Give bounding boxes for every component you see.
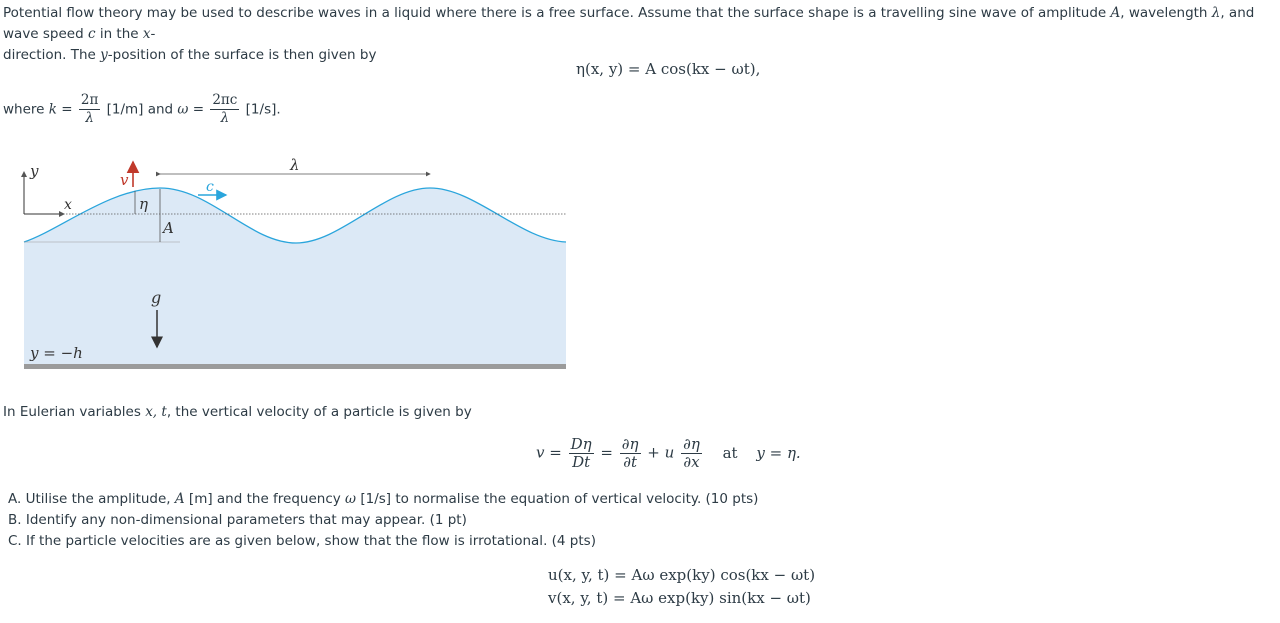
at-text: at: [722, 443, 738, 462]
intro-text: -: [150, 26, 156, 42]
surface-equation: η(x, y) = A cos(kx − ωt),: [576, 60, 761, 78]
k-equals: k =: [48, 101, 73, 118]
bottom-label: y = −h: [30, 344, 83, 362]
partial-x-fraction: [681, 436, 702, 471]
euler-vars: x, t: [145, 404, 167, 420]
u-velocity-equation: u(x, y, t) = Aω exp(ky) cos(kx − ωt): [548, 566, 816, 584]
symbol-c: c: [87, 26, 96, 42]
k-unit: [1/m] and: [102, 101, 178, 118]
omega-numerator: 2πc: [212, 92, 238, 108]
k-numerator: 2π: [80, 92, 99, 108]
intro-text: -position of the surface is then given by: [107, 47, 377, 63]
intro-text: direction. The: [3, 47, 101, 63]
question-c: C. If the particle velocities are as given below, show that the flow is irrotational. (4 pts): [8, 533, 596, 549]
wave-speed-label: c: [206, 179, 214, 195]
k-denominator: λ: [85, 110, 94, 126]
equals-sign: =: [600, 443, 613, 462]
frac-numerator: ∂η: [683, 435, 700, 453]
symbol-y: y: [100, 47, 108, 63]
partial-t-fraction: [620, 436, 641, 471]
question-text: [1/s] to normalise the equation of vertical velocity. (10 pts): [356, 491, 759, 507]
water-region: [24, 188, 566, 365]
euler-text: In Eulerian variables: [3, 404, 146, 420]
omega-equals: ω =: [177, 101, 205, 118]
frac-numerator: ∂η: [621, 435, 639, 453]
frac-denominator: ∂x: [683, 453, 700, 471]
intro-text: , and wave speed: [3, 5, 1255, 42]
frac-denominator: Dt: [572, 453, 591, 471]
omega-unit: [1/s].: [241, 101, 281, 118]
vertical-velocity-equation: [536, 436, 801, 471]
question-b: B. Identify any non-dimensional parameters that may appear. (1 pt): [8, 512, 467, 528]
eta-label: η: [139, 195, 148, 213]
velocity-label: v: [120, 171, 129, 189]
eulerian-paragraph: [3, 402, 1275, 423]
symbol-A: A: [1110, 5, 1121, 21]
intro-text: in the: [95, 26, 143, 42]
bottom-boundary: [24, 364, 566, 369]
omega-fraction: [210, 92, 239, 127]
question-text: A. Utilise the amplitude,: [8, 491, 175, 507]
x-axis-label: x: [64, 197, 72, 213]
intro-paragraph: [3, 3, 1275, 66]
surface-condition: y = η.: [756, 443, 801, 462]
amplitude-label: A: [163, 219, 174, 237]
plus-u: + u: [647, 443, 675, 462]
symbol-lambda: λ: [1211, 5, 1221, 21]
symbol-x: x: [142, 26, 151, 42]
symbol-A: A: [174, 491, 185, 507]
y-axis-label: y: [30, 162, 39, 180]
material-derivative-fraction: [569, 436, 594, 471]
omega-denominator: λ: [220, 110, 230, 126]
euler-text: , the vertical velocity of a particle is given by: [166, 404, 472, 420]
question-text: [m] and the frequency: [184, 491, 346, 507]
wavelength-label: λ: [290, 156, 300, 174]
frac-denominator: ∂t: [623, 453, 638, 471]
gravity-label: g: [151, 288, 162, 307]
v-velocity-equation: v(x, y, t) = Aω exp(ky) sin(kx − ωt): [548, 589, 811, 607]
question-a: [8, 489, 758, 510]
wave-figure: [0, 150, 580, 375]
frac-numerator: Dη: [570, 435, 592, 453]
intro-text: Potential flow theory may be used to describe waves in a liquid where there is a free surface. Assume that the surface shape is a travelling sine wave of amplitude: [3, 5, 1111, 21]
intro-text: , wavelength: [1120, 5, 1212, 21]
v-equals: v =: [536, 443, 562, 462]
where-text: where: [3, 101, 49, 118]
k-fraction: [79, 92, 100, 127]
wavenumber-definition: [3, 92, 281, 127]
symbol-omega: ω: [345, 491, 357, 507]
